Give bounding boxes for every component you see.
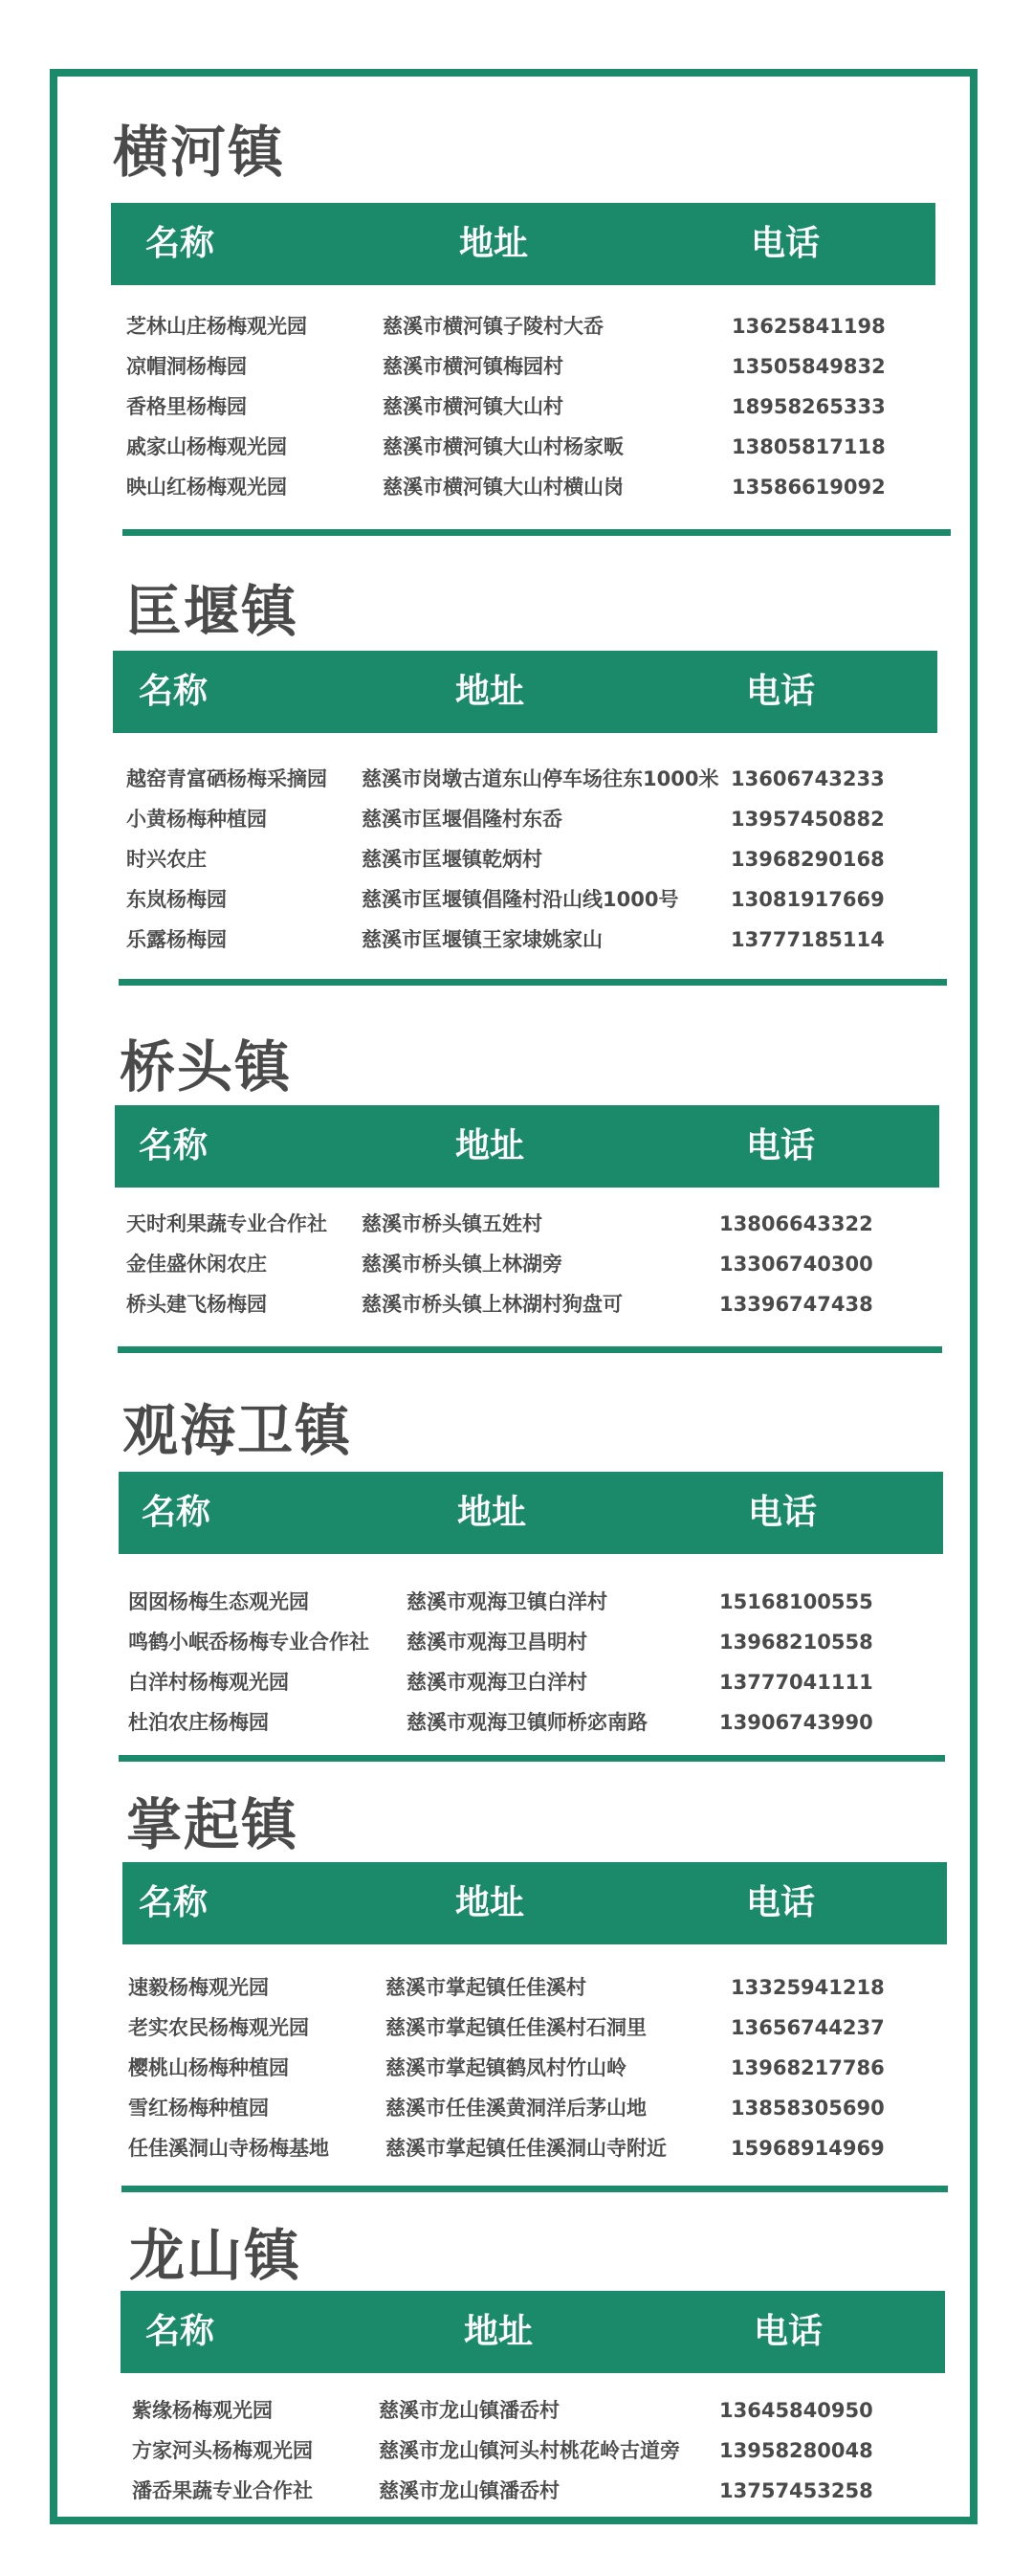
orchard-address: 慈溪市掌起镇任佳溪村石洞里 — [385, 2016, 647, 2039]
town-title: 横河镇 — [113, 120, 286, 185]
header-phone: 电话 — [751, 224, 821, 263]
table-header — [111, 203, 935, 285]
header-name: 名称 — [142, 1493, 211, 1532]
header-phone: 电话 — [748, 1493, 818, 1532]
header-address: 地址 — [455, 1126, 525, 1166]
orchard-address: 慈溪市横河镇大山村杨家畈 — [383, 435, 624, 458]
orchard-name: 映山红杨梅观光园 — [126, 476, 287, 499]
town-title: 龙山镇 — [129, 2223, 302, 2288]
table-header — [121, 2291, 945, 2373]
town-title: 匡堰镇 — [126, 579, 299, 644]
orchard-name: 天时利果蔬专业合作社 — [126, 1212, 327, 1235]
header-name: 名称 — [139, 1883, 209, 1922]
orchard-name: 任佳溪洞山寺杨梅基地 — [128, 2137, 329, 2160]
orchard-address: 慈溪市岗墩古道东山停车场往东1000米 — [362, 767, 719, 790]
orchard-name: 香格里杨梅园 — [126, 395, 247, 418]
orchard-phone: 13606743233 — [731, 767, 885, 790]
orchard-name: 时兴农庄 — [126, 848, 207, 871]
orchard-name: 乐露杨梅园 — [126, 928, 227, 951]
orchard-phone: 13806643322 — [719, 1212, 873, 1235]
orchard-name: 方家河头杨梅观光园 — [132, 2439, 313, 2462]
orchard-name: 金佳盛休闲农庄 — [126, 1253, 267, 1276]
header-phone: 电话 — [746, 672, 816, 711]
orchard-phone: 13777185114 — [731, 928, 885, 951]
orchard-address: 慈溪市横河镇大山村 — [383, 395, 563, 418]
orchard-name: 越窑青富硒杨梅采摘园 — [126, 767, 327, 790]
table-row — [0, 2471, 1033, 2511]
table-row — [0, 839, 1033, 879]
orchard-phone: 13625841198 — [732, 315, 886, 338]
table-row — [0, 2128, 1033, 2168]
table-row — [0, 346, 1033, 387]
town-title: 掌起镇 — [126, 1792, 299, 1857]
orchard-name: 小黄杨梅种植园 — [126, 808, 267, 831]
orchard-name: 囡囡杨梅生态观光园 — [128, 1590, 309, 1613]
orchard-phone: 13906743990 — [719, 1711, 873, 1734]
orchard-address: 慈溪市任佳溪黄洞洋后茅山地 — [385, 2097, 647, 2120]
orchard-address: 慈溪市匡堰镇乾炳村 — [362, 848, 542, 871]
table-row — [0, 1702, 1033, 1743]
table-row — [0, 467, 1033, 507]
table-row — [0, 1244, 1033, 1284]
orchard-phone: 13586619092 — [732, 476, 886, 499]
section-divider — [122, 529, 951, 536]
table-row — [0, 1967, 1033, 2008]
table-header — [115, 1105, 939, 1188]
section-divider — [118, 1346, 942, 1353]
header-name: 名称 — [145, 224, 215, 263]
section-divider — [119, 979, 947, 986]
orchard-phone: 13858305690 — [731, 2097, 885, 2120]
orchard-phone: 18958265333 — [732, 395, 886, 418]
table-row — [0, 879, 1033, 920]
table-row — [0, 306, 1033, 346]
table-row — [0, 2390, 1033, 2431]
orchard-phone: 13081917669 — [731, 888, 885, 911]
orchard-phone: 13656744237 — [731, 2016, 885, 2039]
table-row — [0, 799, 1033, 839]
table-header — [119, 1472, 943, 1554]
header-name: 名称 — [139, 1126, 209, 1166]
orchard-address: 慈溪市横河镇大山村横山岗 — [383, 476, 624, 499]
table-row — [0, 1582, 1033, 1622]
orchard-address: 慈溪市匡堰倡隆村东岙 — [362, 808, 562, 831]
orchard-address: 慈溪市掌起镇任佳溪洞山寺附近 — [385, 2137, 667, 2160]
header-name: 名称 — [139, 672, 209, 711]
table-row — [0, 2048, 1033, 2088]
orchard-address: 慈溪市桥头镇上林湖村狗盘可 — [362, 1293, 623, 1316]
orchard-phone: 13957450882 — [731, 808, 885, 831]
header-address: 地址 — [457, 1493, 527, 1532]
orchard-address: 慈溪市横河镇子陵村大岙 — [383, 315, 604, 338]
section-divider — [119, 1755, 945, 1762]
orchard-name: 紫缘杨梅观光园 — [132, 2399, 273, 2422]
orchard-address: 慈溪市匡堰镇王家埭姚家山 — [362, 928, 603, 951]
orchard-name: 雪红杨梅种植园 — [128, 2097, 269, 2120]
orchard-name: 戚家山杨梅观光园 — [126, 435, 287, 458]
orchard-address: 慈溪市匡堰镇倡隆村沿山线1000号 — [362, 888, 679, 911]
orchard-phone: 13505849832 — [732, 355, 886, 378]
orchard-address: 慈溪市龙山镇潘岙村 — [379, 2399, 560, 2422]
orchard-name: 老实农民杨梅观光园 — [128, 2016, 309, 2039]
header-phone: 电话 — [754, 2312, 824, 2351]
orchard-phone: 13805817118 — [732, 435, 886, 458]
table-row — [0, 427, 1033, 467]
town-title: 观海卫镇 — [122, 1398, 353, 1463]
table-header — [122, 1862, 947, 1944]
table-row — [0, 920, 1033, 960]
orchard-address: 慈溪市龙山镇河头村桃花岭古道旁 — [379, 2439, 680, 2462]
header-address: 地址 — [464, 2312, 534, 2351]
orchard-name: 桥头建飞杨梅园 — [126, 1293, 267, 1316]
table-row — [0, 387, 1033, 427]
orchard-phone: 13968290168 — [731, 848, 885, 871]
orchard-name: 速毅杨梅观光园 — [128, 1976, 269, 1999]
orchard-name: 潘岙果蔬专业合作社 — [132, 2479, 313, 2502]
orchard-address: 慈溪市观海卫镇白洋村 — [407, 1590, 607, 1613]
table-header — [113, 651, 937, 733]
orchard-phone: 13645840950 — [719, 2399, 873, 2422]
header-phone: 电话 — [746, 1126, 816, 1166]
header-name: 名称 — [145, 2312, 215, 2351]
table-row — [0, 1622, 1033, 1662]
orchard-name: 鸣鹤小岷岙杨梅专业合作社 — [128, 1631, 369, 1654]
orchard-address: 慈溪市观海卫昌明村 — [407, 1631, 587, 1654]
orchard-name: 凉帽洞杨梅园 — [126, 355, 247, 378]
table-row — [0, 1204, 1033, 1244]
town-title: 桥头镇 — [120, 1034, 293, 1099]
orchard-phone: 13958280048 — [719, 2439, 873, 2462]
orchard-phone: 15968914969 — [731, 2137, 885, 2160]
orchard-phone: 13968217786 — [731, 2056, 885, 2079]
header-address: 地址 — [459, 224, 529, 263]
header-address: 地址 — [455, 672, 525, 711]
orchard-name: 樱桃山杨梅种植园 — [128, 2056, 289, 2079]
orchard-address: 慈溪市桥头镇上林湖旁 — [362, 1253, 562, 1276]
orchard-name: 东岚杨梅园 — [126, 888, 227, 911]
orchard-name: 芝林山庄杨梅观光园 — [126, 315, 307, 338]
orchard-address: 慈溪市桥头镇五姓村 — [362, 1212, 542, 1235]
orchard-address: 慈溪市观海卫镇师桥宓南路 — [407, 1711, 648, 1734]
orchard-phone: 15168100555 — [719, 1590, 873, 1613]
orchard-phone: 13757453258 — [719, 2479, 873, 2502]
orchard-phone: 13306740300 — [719, 1253, 873, 1276]
orchard-phone: 13325941218 — [731, 1976, 885, 1999]
orchard-address: 慈溪市掌起镇任佳溪村 — [385, 1976, 586, 1999]
orchard-name: 白洋村杨梅观光园 — [128, 1671, 289, 1694]
table-row — [0, 2431, 1033, 2471]
orchard-name: 杜泊农庄杨梅园 — [128, 1711, 269, 1734]
header-address: 地址 — [455, 1883, 525, 1922]
table-row — [0, 2008, 1033, 2048]
table-row — [0, 1662, 1033, 1702]
table-row — [0, 1284, 1033, 1324]
header-phone: 电话 — [746, 1883, 816, 1922]
orchard-address: 慈溪市龙山镇潘岙村 — [379, 2479, 560, 2502]
orchard-phone: 13396747438 — [719, 1293, 873, 1316]
section-divider — [121, 2186, 948, 2192]
orchard-address: 慈溪市掌起镇鹤凤村竹山岭 — [385, 2056, 626, 2079]
orchard-phone: 13777041111 — [719, 1671, 873, 1694]
table-row — [0, 759, 1033, 799]
orchard-address: 慈溪市横河镇梅园村 — [383, 355, 563, 378]
orchard-phone: 13968210558 — [719, 1631, 873, 1654]
table-row — [0, 2088, 1033, 2128]
orchard-address: 慈溪市观海卫白洋村 — [407, 1671, 587, 1694]
